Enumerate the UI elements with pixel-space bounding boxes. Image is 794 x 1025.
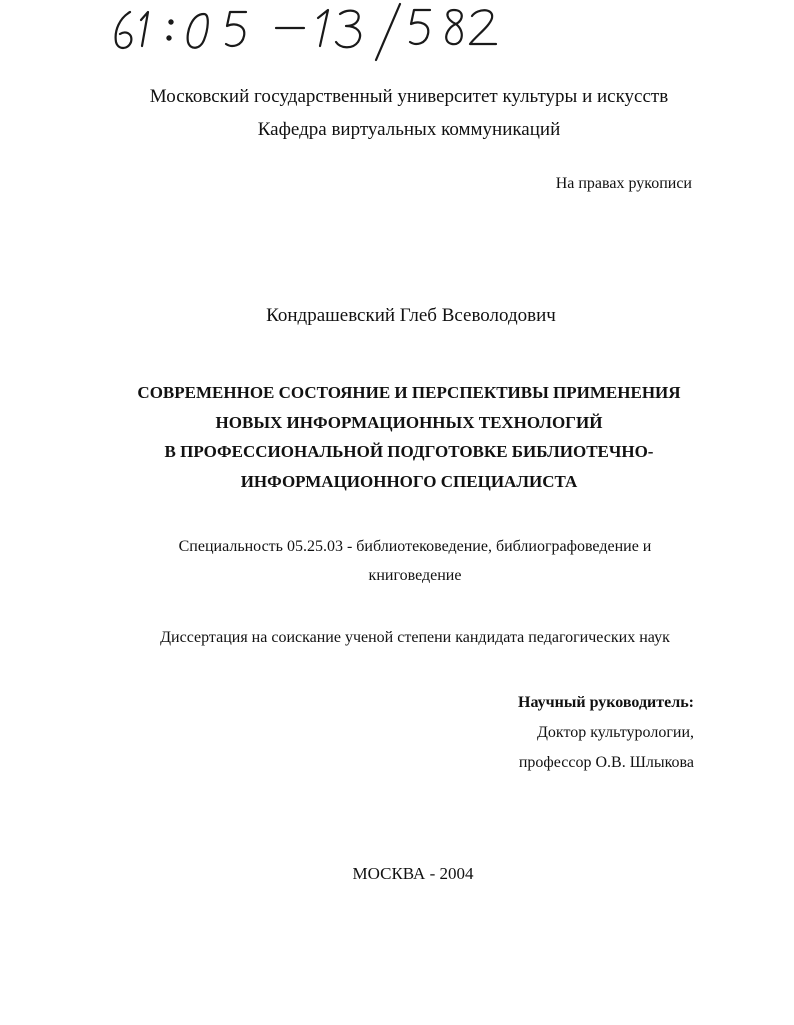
department-name: Кафедра виртуальных коммуникаций [257,119,561,140]
supervisor-name: профессор О.В. Шлыкова [518,754,694,771]
title-line: СОВРЕМЕННОЕ СОСТОЯНИЕ И ПЕРСПЕКТИВЫ ПРИМЕНЕНИЯ [137,383,681,402]
handwritten-archive-number-drawing [108,2,508,62]
handwritten-archive-number [108,2,508,62]
title-line: ИНФОРМАЦИОННОГО СПЕЦИАЛИСТА [240,471,578,491]
supervisor-label: Научный руководитель: [518,694,694,711]
author-name: Кондрашевский Глеб Всеволодович [266,305,556,326]
title-line: НОВЫХ ИНФОРМАЦИОННЫХ ТЕХНОЛОГИЙ [215,412,603,432]
dissertation-degree: Диссертация на соискание ученой степени кандидата педагогических наук [160,629,670,646]
manuscript-rights-note: На правах рукописи [555,175,692,192]
city-year: МОСКВА - 2004 [352,864,474,883]
dissertation-title [0,378,794,496]
specialty-line-1: Специальность 05.25.03 - библиотековедение, библиографоведение и [178,538,652,555]
title-line: В ПРОФЕССИОНАЛЬНОЙ ПОДГОТОВКЕ БИБЛИОТЕЧНО- [164,442,654,461]
university-name: Московский государственный университет культуры и искусств [149,86,669,107]
supervisor-degree: Доктор культурологии, [536,724,694,741]
specialty-line-2: книговедение [368,567,462,584]
supervisor-block [518,688,694,778]
